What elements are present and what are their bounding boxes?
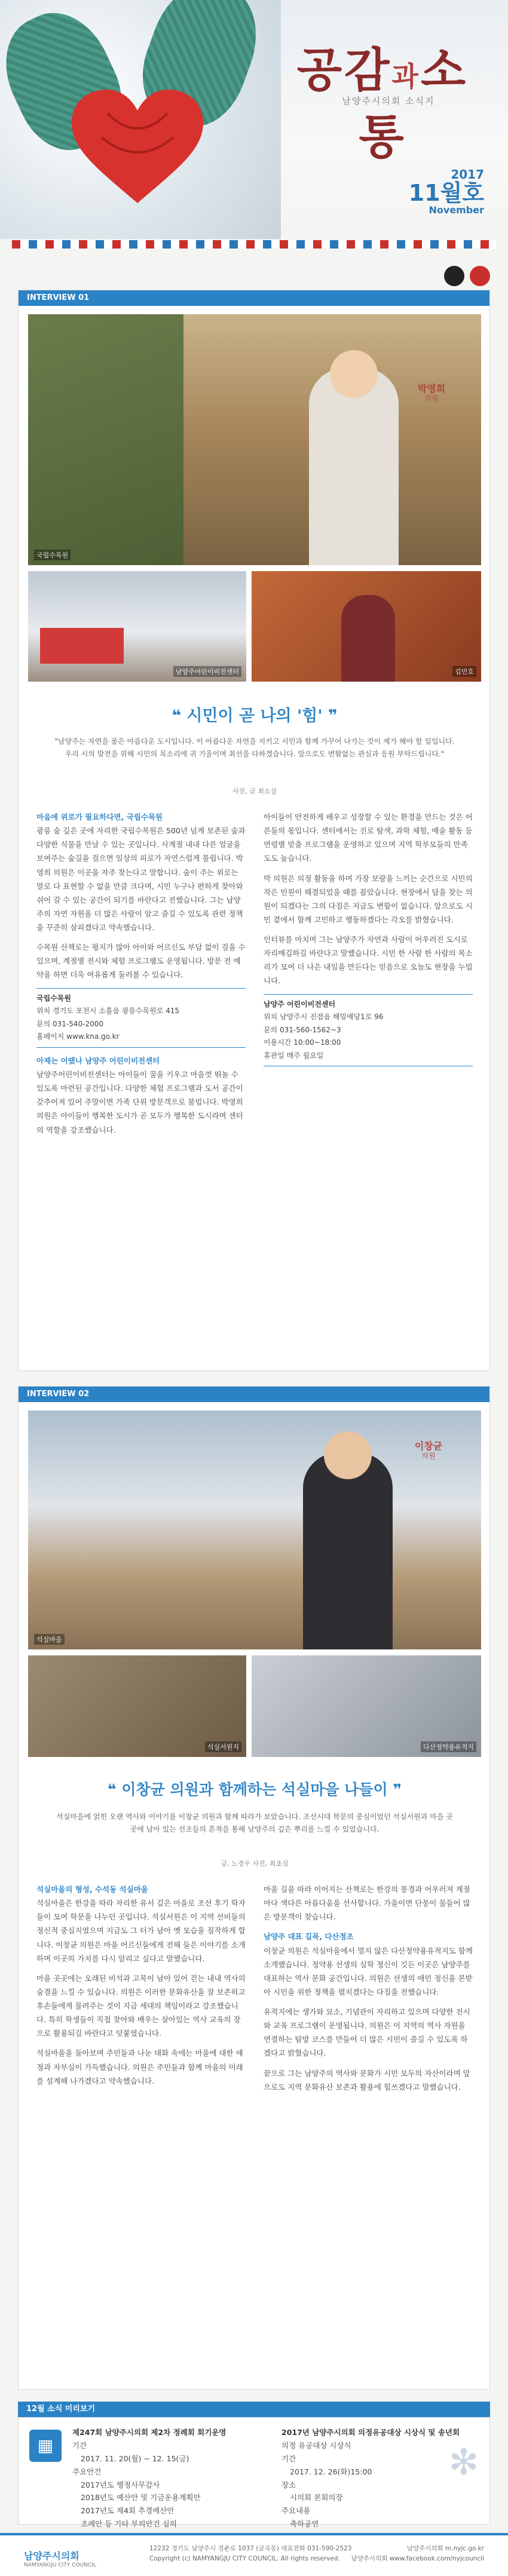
interview-02-intro: 석실마을에 얽힌 오랜 역사와 이야기를 이창균 의원과 함께 따라가 보았습니다. 조선시대 학문의 중심이었던 석실서원과 마을 곳곳에 남아 있는 선조들의 흔적을 통해 남양주의 깊은 뿌리를 느낄 수 있었습니다.	[56, 1813, 453, 1833]
interview-01-section	[18, 290, 490, 1371]
snowflake-icon: ✻	[448, 2442, 479, 2483]
interview-02-section	[18, 1386, 490, 2390]
newsletter-subtitle: 남양주시의회 소식지	[342, 96, 435, 106]
photo-seoksil: 석실서원지	[28, 1655, 246, 1757]
section-label: INTERVIEW 02	[19, 1387, 489, 1402]
photo-kids: 김민호	[252, 571, 481, 682]
airmail-border	[12, 240, 496, 249]
news-preview-box	[18, 2417, 490, 2529]
section-label: INTERVIEW 01	[19, 290, 489, 306]
photo-vision-center: 남양주어린이비전센터	[28, 571, 246, 682]
person-name-tag: 박영희 의원	[417, 383, 446, 403]
news-preview-label: 12월 소식 미리보기	[18, 2402, 490, 2417]
newsletter-title: 공감과소통	[296, 43, 469, 164]
calendar-icon: ▦	[29, 2430, 62, 2462]
person-name-tag: 이창균 의원	[414, 1440, 443, 1461]
footer-address: 12232 경기도 남양주시 경춘로 1037 (금곡동) 대표전화 031-590-2523 Copyright (c) NAMYANGJU CITY COUNCIL. All rights reserved.	[149, 2545, 352, 2562]
interview-01-title: ❝ 시민이 곧 나의 '힘' ❞	[172, 707, 338, 725]
header	[0, 0, 508, 239]
stamp-icon	[470, 266, 490, 286]
interview-02-right-column: 마을 길을 따라 이어지는 산책로는 한강의 풍경과 어우러져 계절마다 색다른 아름다움을 선사합니다. 가을이면 단풍이 물들어 많은 방문객이 찾습니다. 남양주 대표 길목, 다산정조 이창균 의원은 석실마을에서 멀지 않은 다산정약용유적지도 함께 소개했습니다. 정약용 선생의 실학 정신이 깃든 이곳은 남양주를 대표하는 역사 문화 공간입니다. 의원은 선생의 애민 정신을 본받아 시민을 위한 정책을 펼치겠다는 다짐을 전했습니다. 유적지에는 생가와 묘소, 기념관이 자리하고 있으며 다양한 전시와 교육 프로그램이 운영됩니다. 의원은 이 지역의 역사 자원을 연결하는 탐방 코스를 만들어 더 많은 시민이 즐길 수 있도록 하겠다고 밝혔습니다. 끝으로 그는 남양주의 역사와 문화가 시민 모두의 자산이라며 앞으로도 지역 문화유산 보존과 활용에 힘쓰겠다고 말했습니다.	[264, 1885, 473, 2092]
interview-02-left-column: 석실마을의 형성, 수석동 석실마을 석실마을은 한강을 따라 자리한 유서 깊은 마을로 조선 후기 학자들이 모여 학문을 나누던 곳입니다. 석실서원은 이 지역 선비들의 정신적 중심지였으며 지금도 그 터가 남아 옛 모습을 짐작하게 합니다. 이창균 의원은 마을 어르신들에게 전해 들은 이야기를 소개하며 이곳의 가치를 다시 알리고 싶다고 말했습니다. 마을 곳곳에는 오래된 비석과 고목이 남아 있어 걷는 내내 역사의 숨결을 느낄 수 있습니다. 의원은 이러한 문화유산을 잘 보존하고 후손들에게 물려주는 것이 지금 세대의 책임이라고 강조했습니다. 특히 학생들이 직접 찾아와 배우는 살아있는 역사 교육의 장으로 활용되길 바란다고 덧붙였습니다. 석실마을을 돌아보며 주민들과 나눈 대화 속에는 마을에 대한 애정과 자부심이 가득했습니다. 의원은 주민들과 함께 마을의 미래를 설계해 나가겠다고 약속했습니다.	[36, 1885, 246, 2086]
person-figure	[303, 1452, 393, 1649]
interview-01-byline: 사진, 글 최소설	[232, 787, 277, 795]
news-item-session: 제247회 남양주시의회 제2차 정례회 회기운영 기간 2017. 11. 20(월) ~ 12. 15(금) 주요안건 2017년도 행정사무감사 2018년도 예산안 및 기금운용계획안 2017년도 제4회 추경예산안 조례안 등 기타 부의안건 심의	[72, 2428, 227, 2529]
footer-logo: 남양주시의회 NAMYANGJU CITY COUNCIL	[24, 2550, 96, 2568]
info-box-vision-center: 남양주 어린이비전센터 위치 남양주시 진접읍 해밀예당1로 96 문의 031-560-1562~3 이용시간 10:00~18:00 휴관일 매주 월요일	[264, 994, 473, 1067]
issue-date: 2017 11월호 November	[408, 167, 484, 216]
footer	[0, 2533, 508, 2576]
footer-mobile-link[interactable]: 남양주시의회 m.nyjc.go.kr	[406, 2545, 484, 2552]
interview-02-title: ❝ 이창균 의원과 함께하는 석실마을 나들이 ❞	[107, 1781, 402, 1798]
interview-01-intro: "남양주는 자연을 품은 아름다운 도시입니다. 이 아름다운 자연을 지키고 시민과 함께 가꾸어 나가는 것이 제가 해야 할 일입니다. 우리 시의 발전을 위해 시민의 목소리에 귀 기울이며 최선을 다하겠습니다. 앞으로도 변함없는 관심과 응원 부탁드립니다."	[54, 737, 455, 758]
footer-links	[351, 2544, 485, 2564]
stamp-icons	[442, 266, 490, 289]
footer-facebook-link[interactable]: 남양주시의회 www.facebook.com/nyjcouncil	[351, 2554, 484, 2562]
interview-02-byline: 글, 노경우 사진, 최초심	[221, 1860, 289, 1867]
interview-01-right-column: 아이들이 안전하게 배우고 성장할 수 있는 환경을 만드는 것은 어른들의 몫입니다. 센터에서는 진로 탐색, 과학 체험, 예술 활동 등 연령별 맞춤 프로그램을 운영하고 있으며 지역 학부모들의 만족도도 높습니다. 박 의원은 의정 활동을 하며 가장 보람을 느끼는 순간으로 시민의 작은 민원이 해결되었을 때를 꼽았습니다. 현장에서 답을 찾는 의원이 되겠다는 그의 다짐은 지금도 변함이 없습니다. 앞으로도 시민 곁에서 함께 고민하고 행동하겠다는 각오를 밝혔습니다. 인터뷰를 마치며 그는 남양주가 자연과 사람이 어우러진 도시로 자리매김하길 바란다고 말했습니다. 시민 한 사람 한 사람의 목소리가 모여 더 나은 내일을 만든다는 믿음으로 오늘도 현장을 누빕니다. 남양주 어린이비전센터 위치 남양주시 진접읍 해밀예당1로 96 문의 031-560-1562~3 이용시간 10:00~18:00 휴관일 매주 월요일	[264, 810, 473, 1072]
heart-icon	[72, 90, 203, 209]
main-photo: 국립수목원 박영희 의원	[28, 314, 481, 565]
stamp-icon	[444, 266, 464, 286]
interview-01-left-column: 마음에 위로가 필요하다면, 국립수목원 광릉 숲 깊은 곳에 자리한 국립수목원은 500년 넘게 보존된 숲과 다양한 식물을 만날 수 있는 곳입니다. 사계절 내내 다른 얼굴을 보여주는 숲길을 걸으면 일상의 피로가 자연스럽게 풀립니다. 박영희 의원은 이곳을 자주 찾는다고 말합니다. 숲이 주는 위로는 말로 다 표현할 수 없을 만큼 크다며, 시민 누구나 편하게 찾아와 쉬어 갈 수 있는 공간이 되기를 바란다고 전했습니다. 그는 남양주의 자연 자원을 더 많은 사람이 알고 즐길 수 있도록 관련 정책을 꾸준히 살피겠다고 약속했습니다. 수목원 산책로는 평지가 많아 아이와 어르신도 부담 없이 걸을 수 있으며, 계절별 전시와 체험 프로그램도 운영됩니다. 방문 전 예약을 하면 더욱 여유롭게 둘러볼 수 있습니다. 국립수목원 위치 경기도 포천시 소흘읍 광릉수목원로 415 문의 031-540-2000 홈페이지 www.kna.go.kr 아제는 어땠나 남양주 어린이비전센터 남양주어린이비전센터는 아이들이 꿈을 키우고 마음껏 뛰놀 수 있도록 마련된 공간입니다. 다양한 체험 프로그램과 도서 공간이 갖추어져 있어 주말이면 가족 단위 방문객으로 붐빕니다. 박영희 의원은 아이들이 행복한 도시가 곧 모두가 행복한 도시라며 센터의 역할을 강조했습니다.	[36, 812, 246, 1134]
header-photo	[0, 0, 281, 239]
news-item-awards: 2017년 남양주시의회 의정유공대상 시상식 및 송년회 의정 유공대상 시상식 기간 2017. 12. 26(화)15:00 장소 시의회 본회의장 주요내용 축하공연	[281, 2428, 460, 2529]
info-box-arboretum: 국립수목원 위치 경기도 포천시 소흘읍 광릉수목원로 415 문의 031-540-2000 홈페이지 www.kna.go.kr	[36, 988, 246, 1048]
main-photo: 이창균 의원 석실마을	[28, 1410, 481, 1649]
photo-dasan: 다산정약용유적지	[252, 1655, 481, 1757]
